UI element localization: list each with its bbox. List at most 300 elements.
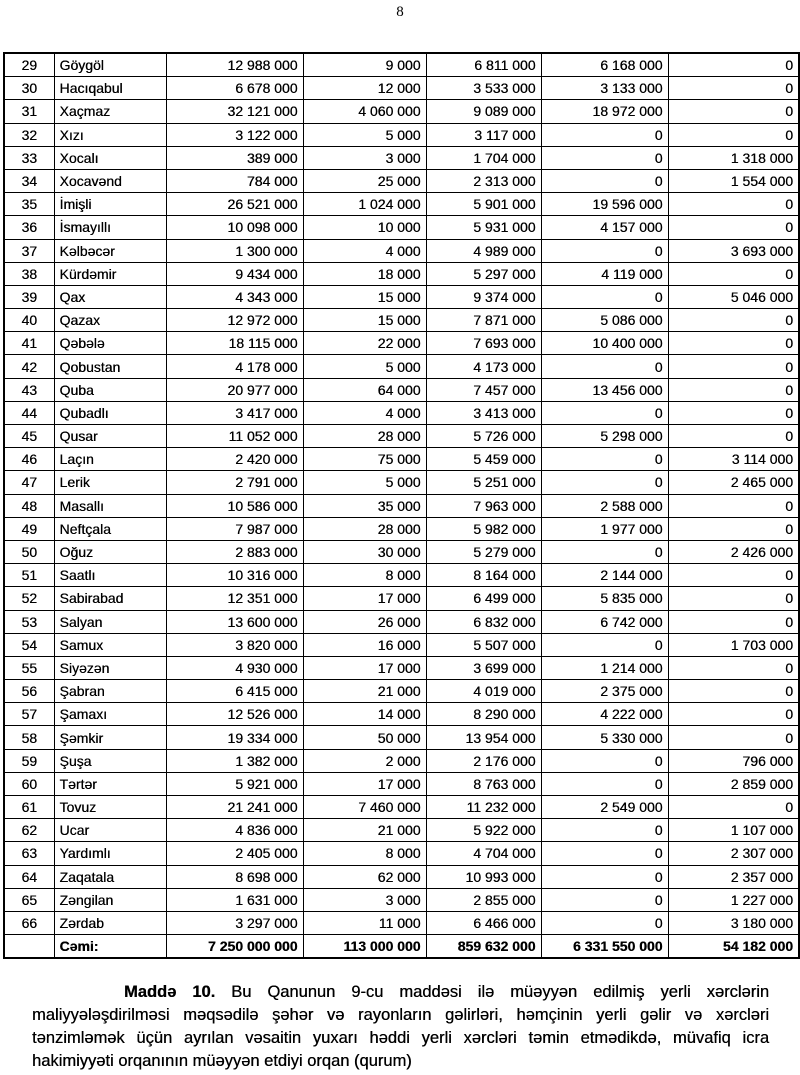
value-col4: 0 [541, 865, 668, 888]
value-col5: 2 307 000 [668, 842, 799, 865]
value-col5: 0 [668, 77, 799, 100]
value-col4: 0 [541, 471, 668, 494]
district-name: Lerik [54, 471, 166, 494]
value-col5: 0 [668, 564, 799, 587]
value-col1: 2 791 000 [166, 471, 303, 494]
value-col4: 2 588 000 [541, 494, 668, 517]
value-col3: 5 297 000 [426, 262, 541, 285]
value-col2: 5 000 [303, 355, 426, 378]
district-name: Salyan [54, 610, 166, 633]
value-col4: 6 742 000 [541, 610, 668, 633]
total-empty-cell [4, 935, 54, 959]
table-row [4, 100, 799, 123]
value-col4: 3 133 000 [541, 77, 668, 100]
value-col4: 0 [541, 772, 668, 795]
table-row [4, 309, 799, 332]
value-col1: 6 415 000 [166, 680, 303, 703]
row-number: 44 [4, 401, 54, 424]
value-col5: 796 000 [668, 749, 799, 772]
value-col3: 3 533 000 [426, 77, 541, 100]
value-col1: 10 098 000 [166, 216, 303, 239]
value-col3: 6 499 000 [426, 587, 541, 610]
district-name: İmişli [54, 193, 166, 216]
value-col2: 28 000 [303, 425, 426, 448]
district-name: Sabirabad [54, 587, 166, 610]
value-col2: 16 000 [303, 633, 426, 656]
value-col1: 10 586 000 [166, 494, 303, 517]
value-col5: 2 426 000 [668, 540, 799, 563]
value-col3: 7 457 000 [426, 378, 541, 401]
district-name: Göygöl [54, 53, 166, 77]
value-col1: 3 417 000 [166, 401, 303, 424]
value-col4: 0 [541, 819, 668, 842]
value-col1: 19 334 000 [166, 726, 303, 749]
value-col5: 0 [668, 355, 799, 378]
total-label: Cəmi: [54, 935, 166, 959]
value-col3: 5 901 000 [426, 193, 541, 216]
value-col4: 2 144 000 [541, 564, 668, 587]
value-col2: 8 000 [303, 842, 426, 865]
row-number: 34 [4, 169, 54, 192]
district-name: Xocavənd [54, 169, 166, 192]
value-col5: 1 227 000 [668, 888, 799, 911]
table-row [4, 216, 799, 239]
value-col5: 1 107 000 [668, 819, 799, 842]
table-row [4, 378, 799, 401]
district-name: Xocalı [54, 146, 166, 169]
value-col2: 18 000 [303, 262, 426, 285]
table-footer [4, 935, 799, 959]
value-col3: 7 693 000 [426, 332, 541, 355]
value-col2: 7 460 000 [303, 796, 426, 819]
value-col4: 5 298 000 [541, 425, 668, 448]
value-col5: 0 [668, 587, 799, 610]
row-number: 49 [4, 517, 54, 540]
table-row [4, 680, 799, 703]
value-col1: 32 121 000 [166, 100, 303, 123]
value-col4: 0 [541, 888, 668, 911]
value-col3: 8 290 000 [426, 703, 541, 726]
value-col5: 3 114 000 [668, 448, 799, 471]
value-col3: 5 459 000 [426, 448, 541, 471]
value-col1: 2 420 000 [166, 448, 303, 471]
district-name: Qubadlı [54, 401, 166, 424]
total-row [4, 935, 799, 959]
value-col1: 11 052 000 [166, 425, 303, 448]
value-col2: 21 000 [303, 819, 426, 842]
row-number: 40 [4, 309, 54, 332]
value-col5: 0 [668, 680, 799, 703]
value-col3: 4 019 000 [426, 680, 541, 703]
row-number: 58 [4, 726, 54, 749]
value-col1: 4 343 000 [166, 285, 303, 308]
value-col2: 21 000 [303, 680, 426, 703]
table-row [4, 540, 799, 563]
value-col1: 4 930 000 [166, 656, 303, 679]
district-name: Şabran [54, 680, 166, 703]
value-col3: 4 989 000 [426, 239, 541, 262]
value-col3: 4 704 000 [426, 842, 541, 865]
value-col4: 5 330 000 [541, 726, 668, 749]
table-row [4, 401, 799, 424]
value-col1: 389 000 [166, 146, 303, 169]
table-row [4, 564, 799, 587]
value-col5: 0 [668, 726, 799, 749]
value-col5: 3 180 000 [668, 911, 799, 934]
district-name: Neftçala [54, 517, 166, 540]
value-col3: 8 763 000 [426, 772, 541, 795]
value-col2: 4 000 [303, 239, 426, 262]
value-col1: 4 836 000 [166, 819, 303, 842]
value-col5: 1 318 000 [668, 146, 799, 169]
row-number: 52 [4, 587, 54, 610]
table-row [4, 285, 799, 308]
total-value-col2: 113 000 000 [303, 935, 426, 959]
district-name: Xaçmaz [54, 100, 166, 123]
value-col2: 5 000 [303, 471, 426, 494]
district-name: Oğuz [54, 540, 166, 563]
value-col1: 12 351 000 [166, 587, 303, 610]
total-value-col4: 6 331 550 000 [541, 935, 668, 959]
value-col3: 5 726 000 [426, 425, 541, 448]
row-number: 38 [4, 262, 54, 285]
table-row [4, 517, 799, 540]
value-col5: 2 859 000 [668, 772, 799, 795]
row-number: 42 [4, 355, 54, 378]
row-number: 39 [4, 285, 54, 308]
value-col3: 5 507 000 [426, 633, 541, 656]
district-name: Şuşa [54, 749, 166, 772]
value-col2: 10 000 [303, 216, 426, 239]
value-col2: 3 000 [303, 888, 426, 911]
value-col2: 2 000 [303, 749, 426, 772]
value-col2: 17 000 [303, 587, 426, 610]
row-number: 36 [4, 216, 54, 239]
value-col2: 22 000 [303, 332, 426, 355]
value-col5: 2 465 000 [668, 471, 799, 494]
district-name: Kürdəmir [54, 262, 166, 285]
value-col5: 0 [668, 332, 799, 355]
value-col3: 10 993 000 [426, 865, 541, 888]
district-name: Şəmkir [54, 726, 166, 749]
district-name: Qəbələ [54, 332, 166, 355]
value-col3: 9 089 000 [426, 100, 541, 123]
table-row [4, 865, 799, 888]
value-col5: 0 [668, 378, 799, 401]
value-col5: 1 703 000 [668, 633, 799, 656]
table-row [4, 123, 799, 146]
value-col2: 75 000 [303, 448, 426, 471]
row-number: 45 [4, 425, 54, 448]
value-col2: 17 000 [303, 656, 426, 679]
table-row [4, 332, 799, 355]
value-col5: 0 [668, 703, 799, 726]
value-col3: 11 232 000 [426, 796, 541, 819]
value-col4: 0 [541, 146, 668, 169]
district-name: Samux [54, 633, 166, 656]
row-number: 29 [4, 53, 54, 77]
value-col3: 5 931 000 [426, 216, 541, 239]
value-col4: 0 [541, 633, 668, 656]
table-row [4, 193, 799, 216]
value-col2: 3 000 [303, 146, 426, 169]
row-number: 33 [4, 146, 54, 169]
page-number: 8 [396, 4, 404, 20]
value-col4: 1 214 000 [541, 656, 668, 679]
table-row [4, 703, 799, 726]
value-col5: 0 [668, 656, 799, 679]
value-col4: 5 835 000 [541, 587, 668, 610]
table-row [4, 239, 799, 262]
value-col2: 62 000 [303, 865, 426, 888]
table-row [4, 425, 799, 448]
value-col2: 4 000 [303, 401, 426, 424]
value-col5: 0 [668, 216, 799, 239]
district-name: Qazax [54, 309, 166, 332]
value-col4: 6 168 000 [541, 53, 668, 77]
value-col3: 2 855 000 [426, 888, 541, 911]
table-row [4, 77, 799, 100]
value-col3: 13 954 000 [426, 726, 541, 749]
value-col2: 64 000 [303, 378, 426, 401]
value-col3: 2 176 000 [426, 749, 541, 772]
value-col1: 4 178 000 [166, 355, 303, 378]
row-number: 37 [4, 239, 54, 262]
district-name: Tovuz [54, 796, 166, 819]
value-col4: 13 456 000 [541, 378, 668, 401]
value-col1: 1 300 000 [166, 239, 303, 262]
value-col5: 0 [668, 494, 799, 517]
value-col5: 0 [668, 401, 799, 424]
value-col4: 0 [541, 239, 668, 262]
table-row [4, 888, 799, 911]
row-number: 48 [4, 494, 54, 517]
value-col5: 1 554 000 [668, 169, 799, 192]
row-number: 55 [4, 656, 54, 679]
table-row [4, 146, 799, 169]
value-col4: 0 [541, 169, 668, 192]
value-col5: 0 [668, 262, 799, 285]
value-col3: 7 963 000 [426, 494, 541, 517]
district-name: Siyəzən [54, 656, 166, 679]
row-number: 47 [4, 471, 54, 494]
value-col5: 3 693 000 [668, 239, 799, 262]
value-col4: 10 400 000 [541, 332, 668, 355]
value-col4: 0 [541, 911, 668, 934]
value-col3: 5 279 000 [426, 540, 541, 563]
table-row [4, 633, 799, 656]
value-col2: 30 000 [303, 540, 426, 563]
value-col1: 3 820 000 [166, 633, 303, 656]
value-col4: 0 [541, 123, 668, 146]
table-row [4, 587, 799, 610]
table-row [4, 355, 799, 378]
value-col4: 1 977 000 [541, 517, 668, 540]
value-col1: 7 987 000 [166, 517, 303, 540]
value-col3: 6 832 000 [426, 610, 541, 633]
row-number: 61 [4, 796, 54, 819]
value-col3: 3 699 000 [426, 656, 541, 679]
value-col3: 3 413 000 [426, 401, 541, 424]
value-col1: 8 698 000 [166, 865, 303, 888]
article-10-text: Bu Qanunun 9-cu maddəsi ilə müəyyən edilmiş yerli xərclərin maliyyələşdirilməsi məqsədilə şəhər və rayonların gəlirləri, həmçinin yerli gəlir və xərcləri tənzimləmək üçün ayrılan vəsaitin yuxarı həddi yerli xərcləri təmin etmədikdə, müvafiq icra hakimiyyəti orqanının müəyyən etdiyi orqan (qurum) [32, 983, 769, 1070]
table-row [4, 448, 799, 471]
value-col3: 5 982 000 [426, 517, 541, 540]
value-col3: 5 251 000 [426, 471, 541, 494]
total-value-col3: 859 632 000 [426, 935, 541, 959]
table-row [4, 911, 799, 934]
value-col4: 0 [541, 401, 668, 424]
value-col1: 784 000 [166, 169, 303, 192]
district-name: Ucar [54, 819, 166, 842]
district-name: Masallı [54, 494, 166, 517]
value-col1: 1 631 000 [166, 888, 303, 911]
value-col1: 1 382 000 [166, 749, 303, 772]
row-number: 65 [4, 888, 54, 911]
value-col3: 6 811 000 [426, 53, 541, 77]
budget-table [3, 52, 800, 959]
table-row [4, 494, 799, 517]
district-name: Laçın [54, 448, 166, 471]
article-10-label: Maddə 10. [124, 983, 216, 1001]
value-col1: 18 115 000 [166, 332, 303, 355]
table-row [4, 53, 799, 77]
value-col2: 35 000 [303, 494, 426, 517]
value-col2: 4 060 000 [303, 100, 426, 123]
value-col5: 0 [668, 610, 799, 633]
value-col4: 19 596 000 [541, 193, 668, 216]
value-col5: 0 [668, 123, 799, 146]
row-number: 41 [4, 332, 54, 355]
row-number: 35 [4, 193, 54, 216]
row-number: 62 [4, 819, 54, 842]
district-name: Saatlı [54, 564, 166, 587]
value-col1: 3 122 000 [166, 123, 303, 146]
row-number: 46 [4, 448, 54, 471]
value-col1: 12 972 000 [166, 309, 303, 332]
value-col1: 26 521 000 [166, 193, 303, 216]
district-name: Yardımlı [54, 842, 166, 865]
row-number: 31 [4, 100, 54, 123]
value-col5: 0 [668, 309, 799, 332]
value-col2: 8 000 [303, 564, 426, 587]
value-col5: 5 046 000 [668, 285, 799, 308]
district-name: Zəngilan [54, 888, 166, 911]
row-number: 43 [4, 378, 54, 401]
value-col4: 0 [541, 540, 668, 563]
district-name: İsmayıllı [54, 216, 166, 239]
value-col4: 0 [541, 842, 668, 865]
table-row [4, 471, 799, 494]
row-number: 51 [4, 564, 54, 587]
table-row [4, 796, 799, 819]
value-col1: 3 297 000 [166, 911, 303, 934]
row-number: 60 [4, 772, 54, 795]
district-name: Qusar [54, 425, 166, 448]
table-row [4, 610, 799, 633]
value-col2: 25 000 [303, 169, 426, 192]
value-col4: 4 157 000 [541, 216, 668, 239]
value-col5: 2 357 000 [668, 865, 799, 888]
table-row [4, 262, 799, 285]
district-name: Quba [54, 378, 166, 401]
value-col3: 4 173 000 [426, 355, 541, 378]
value-col3: 5 922 000 [426, 819, 541, 842]
value-col4: 5 086 000 [541, 309, 668, 332]
value-col3: 7 871 000 [426, 309, 541, 332]
value-col4: 2 375 000 [541, 680, 668, 703]
value-col3: 2 313 000 [426, 169, 541, 192]
value-col1: 2 883 000 [166, 540, 303, 563]
row-number: 64 [4, 865, 54, 888]
row-number: 54 [4, 633, 54, 656]
row-number: 30 [4, 77, 54, 100]
value-col5: 0 [668, 53, 799, 77]
value-col3: 9 374 000 [426, 285, 541, 308]
value-col1: 6 678 000 [166, 77, 303, 100]
value-col3: 6 466 000 [426, 911, 541, 934]
value-col2: 50 000 [303, 726, 426, 749]
row-number: 56 [4, 680, 54, 703]
value-col5: 0 [668, 100, 799, 123]
district-name: Zərdab [54, 911, 166, 934]
value-col1: 20 977 000 [166, 378, 303, 401]
value-col2: 15 000 [303, 285, 426, 308]
row-number: 66 [4, 911, 54, 934]
district-name: Tərtər [54, 772, 166, 795]
value-col3: 3 117 000 [426, 123, 541, 146]
row-number: 53 [4, 610, 54, 633]
district-name: Şamaxı [54, 703, 166, 726]
total-value-col1: 7 250 000 000 [166, 935, 303, 959]
table-row [4, 819, 799, 842]
value-col2: 15 000 [303, 309, 426, 332]
value-col2: 1 024 000 [303, 193, 426, 216]
value-col5: 0 [668, 425, 799, 448]
value-col5: 0 [668, 517, 799, 540]
value-col2: 14 000 [303, 703, 426, 726]
district-name: Zaqatala [54, 865, 166, 888]
article-10-paragraph [32, 981, 769, 1073]
value-col4: 4 119 000 [541, 262, 668, 285]
district-name: Qobustan [54, 355, 166, 378]
table-row [4, 656, 799, 679]
row-number: 59 [4, 749, 54, 772]
value-col4: 0 [541, 749, 668, 772]
value-col4: 0 [541, 285, 668, 308]
table-row [4, 749, 799, 772]
row-number: 32 [4, 123, 54, 146]
total-value-col5: 54 182 000 [668, 935, 799, 959]
value-col4: 2 549 000 [541, 796, 668, 819]
value-col5: 0 [668, 796, 799, 819]
row-number: 57 [4, 703, 54, 726]
value-col2: 28 000 [303, 517, 426, 540]
table-row [4, 772, 799, 795]
value-col2: 9 000 [303, 53, 426, 77]
district-name: Kəlbəcər [54, 239, 166, 262]
row-number: 63 [4, 842, 54, 865]
value-col1: 13 600 000 [166, 610, 303, 633]
table-row [4, 842, 799, 865]
district-name: Hacıqabul [54, 77, 166, 100]
value-col3: 1 704 000 [426, 146, 541, 169]
row-number: 50 [4, 540, 54, 563]
value-col4: 0 [541, 448, 668, 471]
value-col4: 18 972 000 [541, 100, 668, 123]
value-col2: 17 000 [303, 772, 426, 795]
value-col1: 21 241 000 [166, 796, 303, 819]
